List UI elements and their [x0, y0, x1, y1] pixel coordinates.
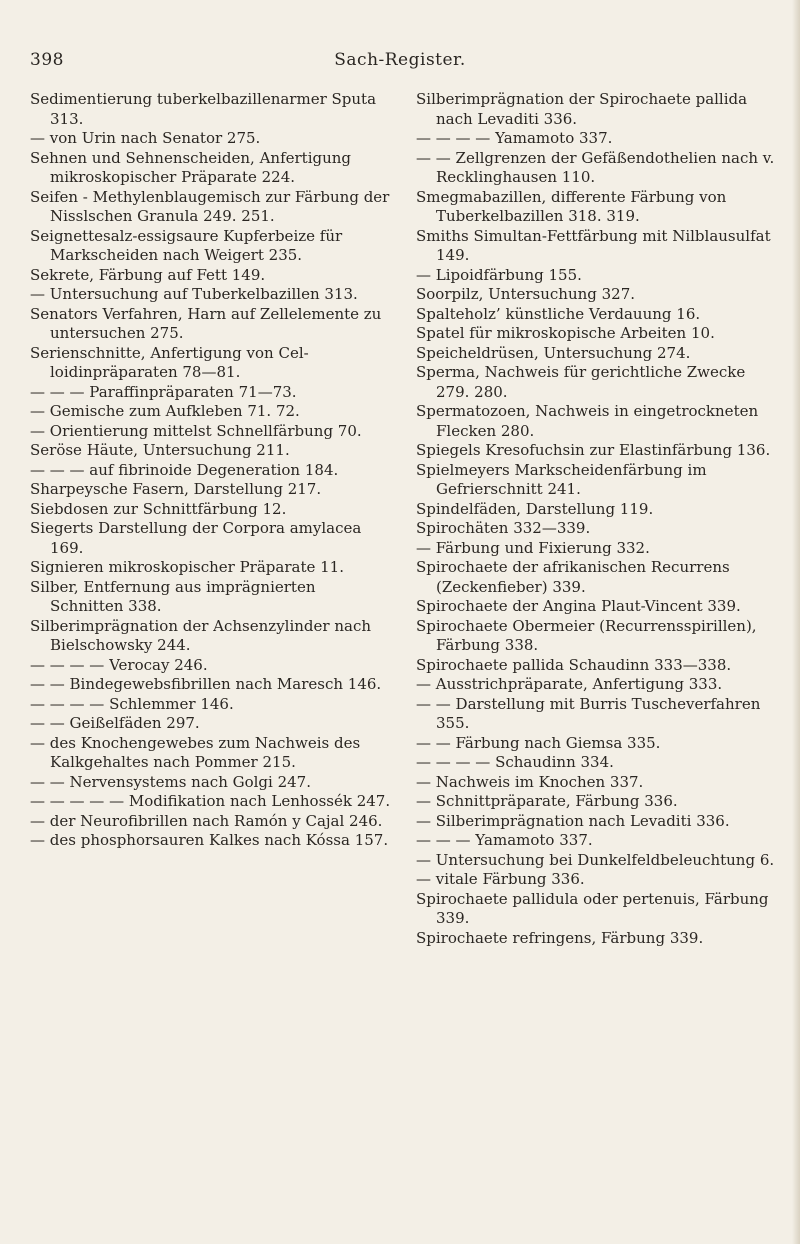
page-header	[30, 50, 770, 80]
index-entry: — — Geißelfäden 297.	[30, 714, 200, 732]
index-entry: Silberimprägnation der Spirochaete pallida nach Levaditi 336.	[416, 90, 748, 128]
index-entry: — — Darstellung mit Burris Tuscheverfahren 355.	[416, 694, 761, 732]
index-entry: Speicheldrüsen, Untersuchung 274.	[416, 343, 691, 362]
index-entry: — Untersuchung auf Tuberkelbazillen 313.	[30, 285, 358, 303]
index-entry: — — Färbung nach Giemsa 335.	[416, 733, 661, 752]
index-entry: Spielmeyers Markscheidenfärbung im Gefrierschnitt 241.	[416, 460, 707, 498]
index-entry: Spindelfäden, Darstellung 119.	[416, 499, 654, 518]
index-entry: — — — — Schlemmer 146.	[30, 694, 234, 713]
index-entry: Spirochaete refringens, Färbung 339.	[416, 928, 704, 947]
index-entry: — Lipoidfärbung 155.	[416, 265, 582, 284]
index-entry: — vitale Färbung 336.	[416, 870, 585, 888]
index-entry: — Schnittpräparate, Färbung 336.	[416, 792, 678, 810]
index-entry: Sekrete, Färbung auf Fett 149.	[30, 265, 266, 284]
index-entry: Sehnen und Sehnenscheiden, Anfertigung mikroskopischer Präparate 224.	[30, 148, 352, 186]
index-entry: Spirochaete Obermeier (Recurrensspirillen), Färbung 338.	[416, 616, 757, 654]
index-entry: Senators Verfahren, Harn auf Zellelemente zu untersuchen 275.	[30, 304, 382, 342]
index-entry: — — — auf fibrinoide Degeneration 184.	[30, 460, 339, 479]
index-entry: Sperma, Nachweis für gerichtliche Zwecke 279. 280.	[416, 363, 746, 401]
index-entry: Spirochaete pallida Schaudinn 333—338.	[416, 655, 732, 674]
index-entry: — Silberimprägnation nach Levaditi 336.	[416, 811, 730, 830]
index-entry: Spermatozoen, Nachweis in eingetrockneten Flecken 280.	[416, 402, 759, 440]
index-entry: Spirochäten 332—339.	[416, 519, 591, 537]
running-title: Sach-Register.	[334, 50, 466, 70]
index-entry: Seignettesalz-essigsaure Kupferbeize für Markscheiden nach Weigert 235.	[30, 226, 343, 264]
index-entry: Siegerts Darstellung der Corpora amylacea 169.	[30, 519, 362, 557]
index-entry: — — — — Verocay 246.	[30, 655, 208, 674]
left-column	[30, 90, 392, 851]
index-entry: Sedimentierung tuberkelbazillenarmer Sputa 313.	[30, 90, 377, 128]
index-entry: — Ausstrichpräparate, Anfertigung 333.	[416, 675, 723, 693]
index-entry: — — Nervensystems nach Golgi 247.	[30, 772, 311, 791]
index-entry: Spirochaete pallidula oder pertenuis, Färbung 339.	[416, 889, 769, 927]
index-entry: — Färbung und Fixierung 332.	[416, 538, 650, 557]
index-entry: Spirochaete der Angina Plaut-Vincent 339.	[416, 597, 741, 615]
index-columns	[30, 90, 775, 1230]
index-entry: — Gemische zum Aufkleben 71. 72.	[30, 402, 300, 420]
index-entry: Silber, Entfernung aus imprägnierten Schnitten 338.	[30, 577, 316, 615]
index-entry: — — — — Schaudinn 334.	[416, 753, 614, 771]
index-entry: — des Knochengewebes zum Nachweis des Kalkgehaltes nach Pommer 215.	[30, 733, 361, 771]
index-entry: Smegmabazillen, differente Färbung von Tuberkelbazillen 318. 319.	[416, 187, 727, 225]
index-entry: Sharpeysche Fasern, Darstellung 217.	[30, 480, 322, 498]
index-entry: Signieren mikroskopischer Präparate 11.	[30, 558, 344, 576]
index-entry: — Nachweis im Knochen 337.	[416, 772, 644, 791]
page-number: 398	[30, 50, 64, 70]
index-entry: — Untersuchung bei Dunkelfeldbeleuchtung 6.	[416, 850, 775, 869]
index-entry: — des phosphorsauren Kalkes nach Kóssa 157.	[30, 831, 389, 849]
index-entry: Smiths Simultan-Fettfärbung mit Nilblausulfat 149.	[416, 226, 771, 264]
index-entry: Silberimprägnation der Achsenzylinder nach Bielschowsky 244.	[30, 616, 372, 654]
index-entry: — — — Paraffinpräparaten 71—73.	[30, 382, 297, 401]
index-entry: — der Neurofibrillen nach Ramón y Cajal 246.	[30, 811, 383, 830]
right-column	[416, 90, 778, 948]
index-entry: Spirochaete der afrikanischen Recurrens (Zeckenfieber) 339.	[416, 558, 730, 596]
index-entry: — von Urin nach Senator 275.	[30, 129, 261, 147]
index-entry: — — — — — Modifikation nach Lenhossék 247.	[30, 792, 391, 810]
index-entry: — — — Yamamoto 337.	[416, 831, 593, 849]
page-edge-shadow	[792, 0, 800, 1244]
index-entry: — — Bindegewebsfibrillen nach Maresch 146.	[30, 675, 382, 693]
index-entry: Seröse Häute, Untersuchung 211.	[30, 441, 290, 459]
index-entry: — — — — Yamamoto 337.	[416, 129, 613, 147]
index-entry: — Orientierung mittelst Schnellfärbung 70.	[30, 421, 362, 440]
index-entry: Seifen - Methylenblaugemisch zur Färbung der Nisslschen Granula 249. 251.	[30, 187, 390, 225]
index-entry: Spalteholz’ künstliche Verdauung 16.	[416, 304, 701, 323]
index-entry: Spatel für mikroskopische Arbeiten 10.	[416, 324, 715, 342]
index-entry: — — Zellgrenzen der Gefäßendothelien nach v. Recklinghausen 110.	[416, 148, 775, 186]
index-entry: Soorpilz, Untersuchung 327.	[416, 285, 636, 303]
index-entry: Serienschnitte, Anfertigung von Celloidinpräparaten 78—81.	[30, 343, 309, 381]
index-entry: Siebdosen zur Schnittfärbung 12.	[30, 499, 287, 518]
index-entry: Spiegels Kresofuchsin zur Elastinfärbung 136.	[416, 441, 771, 459]
